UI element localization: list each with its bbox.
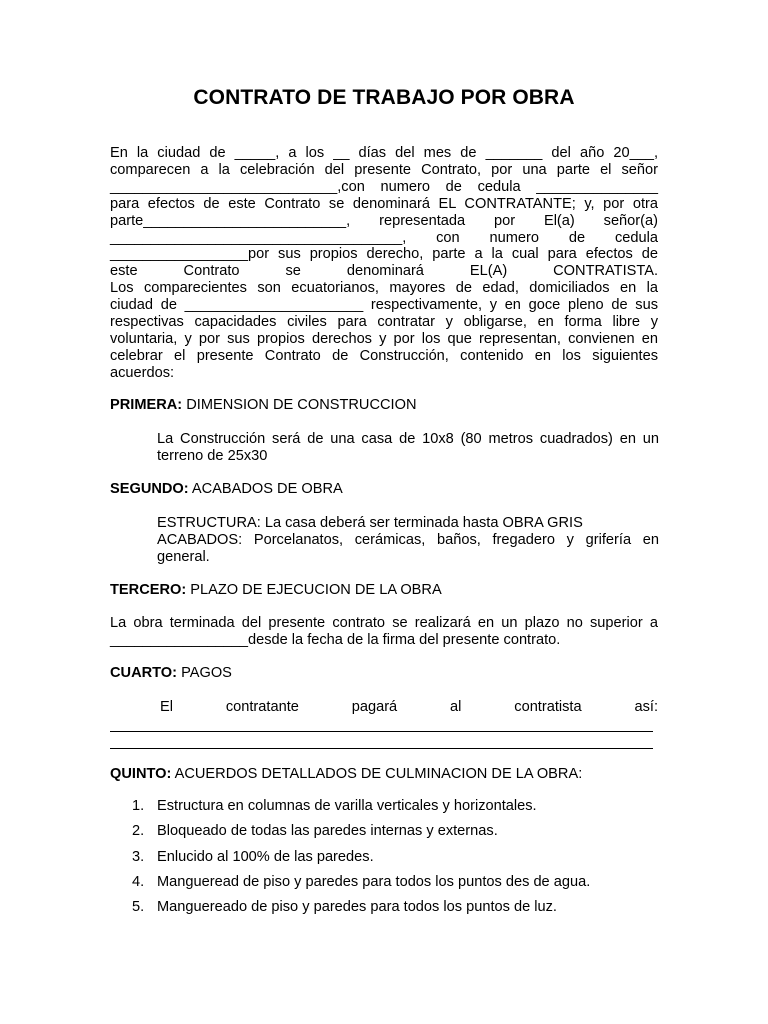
intro-line: acuerdos: xyxy=(110,364,175,381)
intro-paragraph xyxy=(110,145,658,382)
section-title: DIMENSION DE CONSTRUCCION xyxy=(182,397,417,413)
list-number: 3. xyxy=(132,848,145,865)
body-line: La obra terminada del presente contrato se realizará en un plazo no superior a xyxy=(110,615,658,631)
list-text: Enlucido al 100% de las paredes. xyxy=(157,848,374,865)
intro-line: ciudad de ______________________ respectivamente, y en goce pleno de sus xyxy=(110,297,658,314)
section-label: SEGUNDO: xyxy=(110,481,189,497)
list-text: Bloqueado de todas las paredes internas y externas. xyxy=(157,823,498,840)
section-title: ACABADOS DE OBRA xyxy=(188,481,343,497)
intro-line: comparecen a la celebración del presente Contrato, por una parte el señor xyxy=(110,161,658,178)
list-number: 5. xyxy=(132,899,145,916)
list-item xyxy=(110,899,658,924)
body-line: ESTRUCTURA: La casa deberá ser terminada hasta OBRA GRIS xyxy=(157,515,583,531)
body-line: La Construcción será de una casa de 10x8 (80 metros cuadrados) en un xyxy=(157,431,659,447)
list-item xyxy=(110,823,658,848)
intro-line: este Contrato se denominará EL(A) CONTRATISTA. xyxy=(110,263,658,280)
list-number: 4. xyxy=(132,873,145,890)
intro-line: para efectos de este Contrato se denominará EL CONTRATANTE; y, por otra xyxy=(110,195,658,212)
section-title: PLAZO DE EJECUCION DE LA OBRA xyxy=(186,582,442,598)
list-number: 2. xyxy=(132,823,145,840)
intro-line: parte_________________________, representada por El(a) señor(a) xyxy=(110,212,658,229)
list-number: 1. xyxy=(132,798,145,814)
blank-line xyxy=(110,731,653,732)
body-line: _________________desde la fecha de la firma del presente contrato. xyxy=(110,631,561,648)
list-text: Mangueread de piso y paredes para todos los puntos des de agua. xyxy=(157,873,591,890)
body-line: El contratante pagará al contratista así: xyxy=(160,699,658,715)
intro-line: En la ciudad de _____, a los __ días del mes de _______ del año 20___, xyxy=(110,145,658,161)
body-line: ACABADOS: Porcelanatos, cerámicas, baños, fregadero y grifería en xyxy=(157,531,659,548)
list-item xyxy=(110,874,658,899)
section-quinto-heading xyxy=(110,766,658,783)
intro-line: ____________________________,con numero de cedula _______________ xyxy=(110,178,658,195)
list-item xyxy=(110,849,658,874)
section-label: CUARTO: xyxy=(110,665,178,681)
section-title: ACUERDOS DETALLADOS DE CULMINACION DE LA OBRA: xyxy=(171,766,583,782)
blank-line xyxy=(110,748,653,749)
section-cuarto-body xyxy=(160,699,658,716)
agreement-list xyxy=(110,798,658,924)
intro-line: voluntaria, y por sus propios derechos y por los que representan, convienen en xyxy=(110,330,658,347)
section-label: TERCERO: xyxy=(110,582,187,598)
section-tercero-heading xyxy=(110,582,658,599)
list-text: Manguereado de piso y paredes para todos los puntos de luz. xyxy=(157,899,557,916)
intro-line: respectivas capacidades civiles para contratar y obligarse, en forma libre y xyxy=(110,314,658,331)
list-text: Estructura en columnas de varilla verticales y horizontales. xyxy=(157,798,537,814)
section-label: QUINTO: xyxy=(110,766,172,782)
section-segundo-heading xyxy=(110,481,658,498)
body-line: terreno de 25x30 xyxy=(157,447,268,464)
intro-line: Los comparecientes son ecuatorianos, mayores de edad, domiciliados en la xyxy=(110,280,658,297)
list-item xyxy=(110,798,658,823)
body-line: general. xyxy=(157,548,210,565)
intro-line: ____________________________________, con numero de cedula xyxy=(110,229,658,246)
section-title: PAGOS xyxy=(177,665,232,681)
section-tercero-body xyxy=(110,615,658,649)
section-cuarto-heading xyxy=(110,665,658,682)
section-primera-heading xyxy=(110,397,658,414)
document-title: CONTRATO DE TRABAJO POR OBRA xyxy=(193,86,575,109)
section-primera-body xyxy=(157,431,659,465)
intro-line: _________________por sus propios derecho, parte a la cual para efectos de xyxy=(110,246,658,263)
intro-line: celebrar el presente Contrato de Construcción, contenido en los siguientes xyxy=(110,347,658,364)
section-label: PRIMERA: xyxy=(110,397,183,413)
section-segundo-body xyxy=(157,515,659,566)
